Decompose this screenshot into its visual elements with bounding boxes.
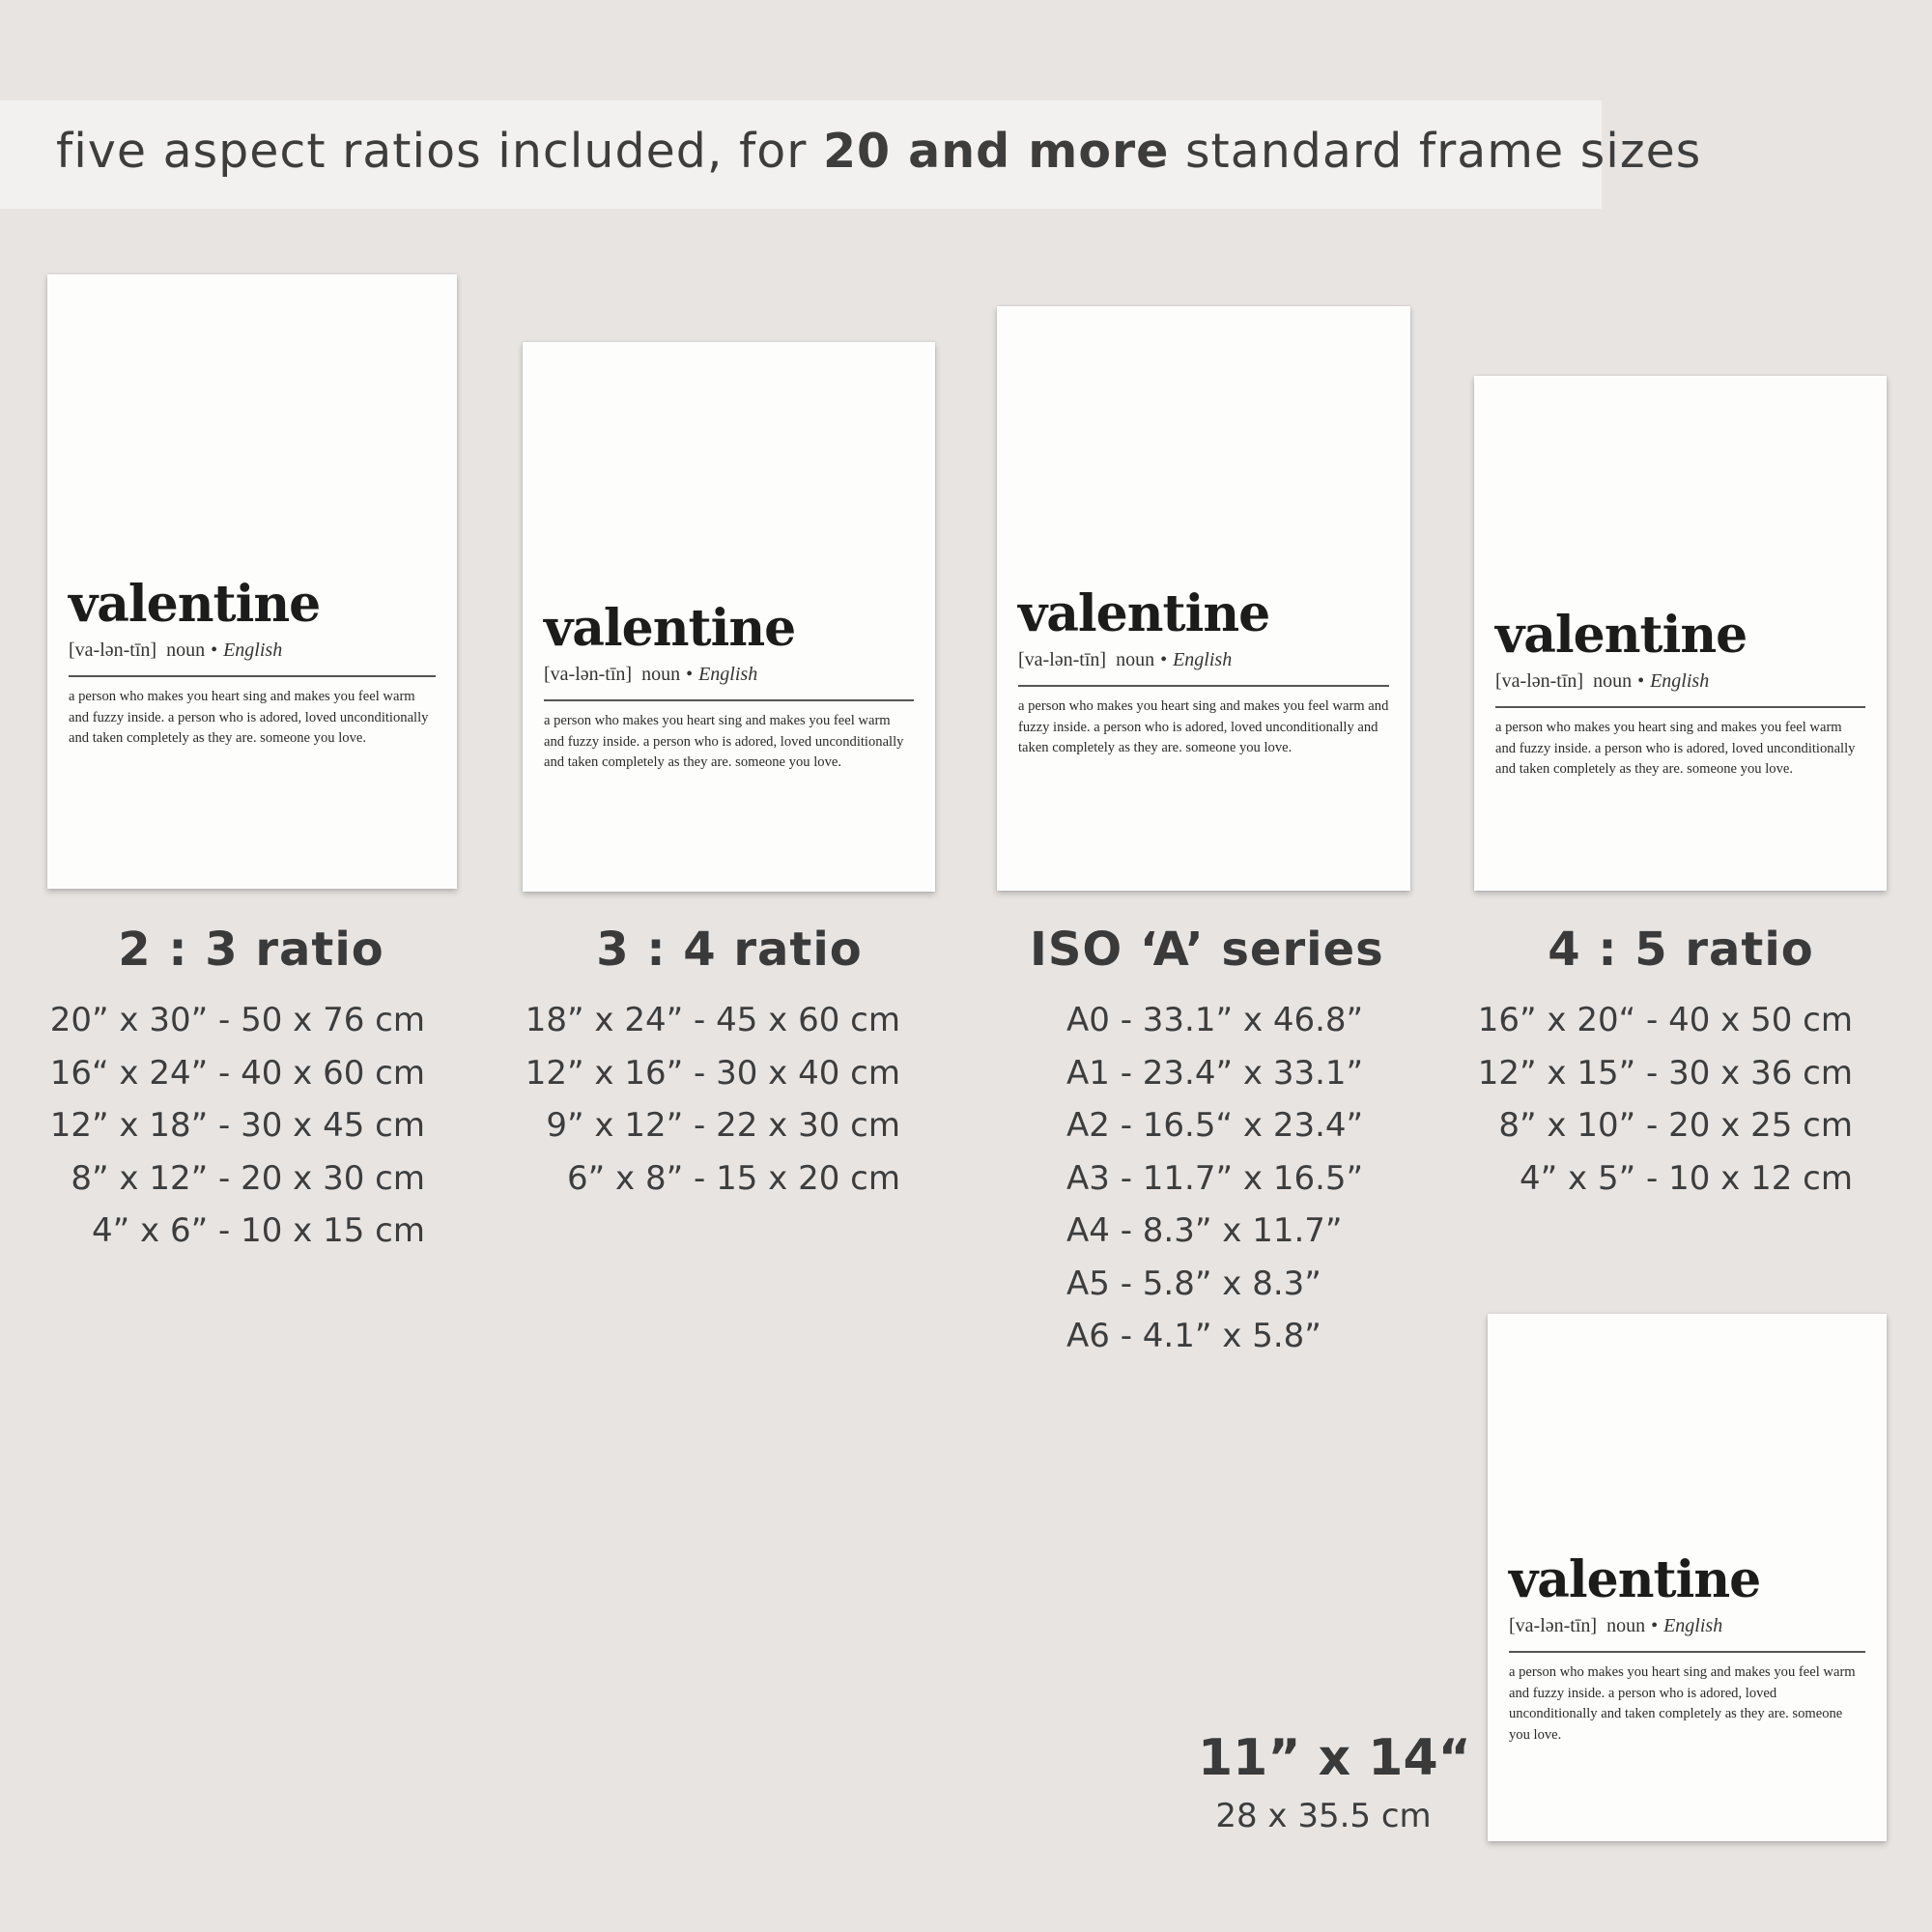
column-title-2-3: 2 : 3 ratio xyxy=(118,923,384,977)
column-title-4-5: 4 : 5 ratio xyxy=(1548,923,1814,977)
pronunciation: [va-lən-tīn] xyxy=(69,639,157,661)
language: English xyxy=(1173,649,1233,670)
definition-word: valentine xyxy=(1495,606,1747,665)
header-text-bold: 20 and more xyxy=(822,124,1170,179)
size-item: 16“ x 24” - 40 x 60 cm xyxy=(49,1053,425,1093)
definition-word: valentine xyxy=(544,599,796,658)
part-of-speech: noun xyxy=(1593,670,1633,692)
pronunciation: [va-lən-tīn] xyxy=(1495,670,1584,692)
divider xyxy=(1509,1651,1865,1653)
print-4-5 xyxy=(1474,376,1887,891)
print-3-4 xyxy=(523,342,935,892)
definition-text: a person who makes you heart sing and makes you feel warm and fuzzy inside. a person who is adored, loved unconditionally and taken completely as they are. someone you love. xyxy=(69,689,429,746)
definition-pronunciation-line xyxy=(69,639,436,662)
part-of-speech: noun xyxy=(1606,1615,1646,1636)
size-item: 6” x 8” - 15 x 20 cm xyxy=(567,1158,900,1198)
definition-pronunciation-line xyxy=(1018,649,1389,671)
definition-pronunciation-line xyxy=(1509,1615,1865,1637)
language: English xyxy=(1650,670,1710,692)
size-item: A5 - 5.8” x 8.3” xyxy=(1066,1264,1321,1303)
size-list-3-4 xyxy=(517,994,900,1205)
print-2-3 xyxy=(47,274,457,889)
definition-block xyxy=(69,575,436,750)
language: English xyxy=(1663,1615,1723,1636)
column-title-3-4: 3 : 4 ratio xyxy=(596,923,863,977)
part-of-speech: noun xyxy=(641,664,681,685)
header-text xyxy=(56,124,1701,179)
size-item: A0 - 33.1” x 46.8” xyxy=(1066,1001,1364,1039)
header-text-prefix: five aspect ratios included, for xyxy=(56,124,823,179)
definition-block xyxy=(1509,1550,1865,1746)
definition-text: a person who makes you heart sing and makes you feel warm and fuzzy inside. a person who is adored, loved unconditionally and taken completely as they are. someone you love. xyxy=(544,713,904,770)
size-item: A2 - 16.5“ x 23.4” xyxy=(1066,1106,1364,1145)
definition-pronunciation-line xyxy=(1495,670,1865,693)
size-list-4-5 xyxy=(1449,994,1853,1205)
separator-dot: • xyxy=(1160,649,1168,670)
separator-dot: • xyxy=(211,639,218,661)
definition-text: a person who makes you heart sing and makes you feel warm and fuzzy inside. a person who is adored, loved unconditionally and taken completely as they are. someone you love. xyxy=(1509,1664,1856,1743)
size-list-2-3 xyxy=(39,994,425,1258)
definition-text: a person who makes you heart sing and makes you feel warm and fuzzy inside. a person who is adored, loved unconditionally and taken completely as they are. someone you love. xyxy=(1018,698,1389,755)
divider xyxy=(69,675,436,677)
size-item: 8” x 10” - 20 x 25 cm xyxy=(1498,1106,1853,1145)
size-item: A1 - 23.4” x 33.1” xyxy=(1066,1053,1364,1093)
divider xyxy=(544,699,914,701)
size-item: 20” x 30” - 50 x 76 cm xyxy=(49,1001,425,1039)
language: English xyxy=(698,664,758,685)
size-item: 16” x 20“ - 40 x 50 cm xyxy=(1477,1001,1853,1039)
size-item: 12” x 18” - 30 x 45 cm xyxy=(49,1106,425,1145)
size-item: 4” x 6” - 10 x 15 cm xyxy=(92,1211,425,1250)
language: English xyxy=(223,639,283,661)
size-item: 12” x 16” - 30 x 40 cm xyxy=(525,1053,900,1093)
pronunciation: [va-lən-tīn] xyxy=(1509,1615,1598,1636)
size-item: 4” x 5” - 10 x 12 cm xyxy=(1520,1158,1853,1198)
definition-text: a person who makes you heart sing and makes you feel warm and fuzzy inside. a person who is adored, loved unconditionally and taken completely as they are. someone you love. xyxy=(1495,720,1856,777)
definition-word: valentine xyxy=(1509,1550,1761,1609)
size-item: 12” x 15” - 30 x 36 cm xyxy=(1477,1053,1853,1093)
column-title-iso-a: ISO ‘A’ series xyxy=(1030,923,1384,977)
pronunciation: [va-lən-tīn] xyxy=(1018,649,1107,670)
definition-block xyxy=(544,599,914,774)
size-item: 9” x 12” - 22 x 30 cm xyxy=(546,1106,900,1145)
size-item: 8” x 12” - 20 x 30 cm xyxy=(71,1158,425,1198)
header-text-suffix: standard frame sizes xyxy=(1169,124,1702,179)
print-iso-a xyxy=(997,306,1410,891)
definition-pronunciation-line xyxy=(544,664,914,686)
part-of-speech: noun xyxy=(1116,649,1155,670)
definition-word: valentine xyxy=(1018,584,1270,643)
size-item: A4 - 8.3” x 11.7” xyxy=(1066,1211,1343,1250)
definition-block xyxy=(1018,584,1389,759)
print-11x14 xyxy=(1488,1314,1887,1841)
pronunciation: [va-lən-tīn] xyxy=(544,664,633,685)
divider xyxy=(1018,685,1389,687)
definition-word: valentine xyxy=(69,575,321,634)
separator-dot: • xyxy=(1637,670,1645,692)
size-list-iso-a xyxy=(1066,994,1376,1363)
special-size-title: 11” x 14“ xyxy=(1198,1729,1471,1787)
divider xyxy=(1495,706,1865,708)
size-item: 18” x 24” - 45 x 60 cm xyxy=(525,1001,900,1039)
definition-block xyxy=(1495,606,1865,781)
separator-dot: • xyxy=(686,664,694,685)
special-size-subtitle: 28 x 35.5 cm xyxy=(1215,1797,1432,1835)
size-item: A3 - 11.7” x 16.5” xyxy=(1066,1158,1364,1198)
part-of-speech: noun xyxy=(166,639,206,661)
separator-dot: • xyxy=(1651,1615,1659,1636)
size-item: A6 - 4.1” x 5.8” xyxy=(1066,1317,1321,1355)
